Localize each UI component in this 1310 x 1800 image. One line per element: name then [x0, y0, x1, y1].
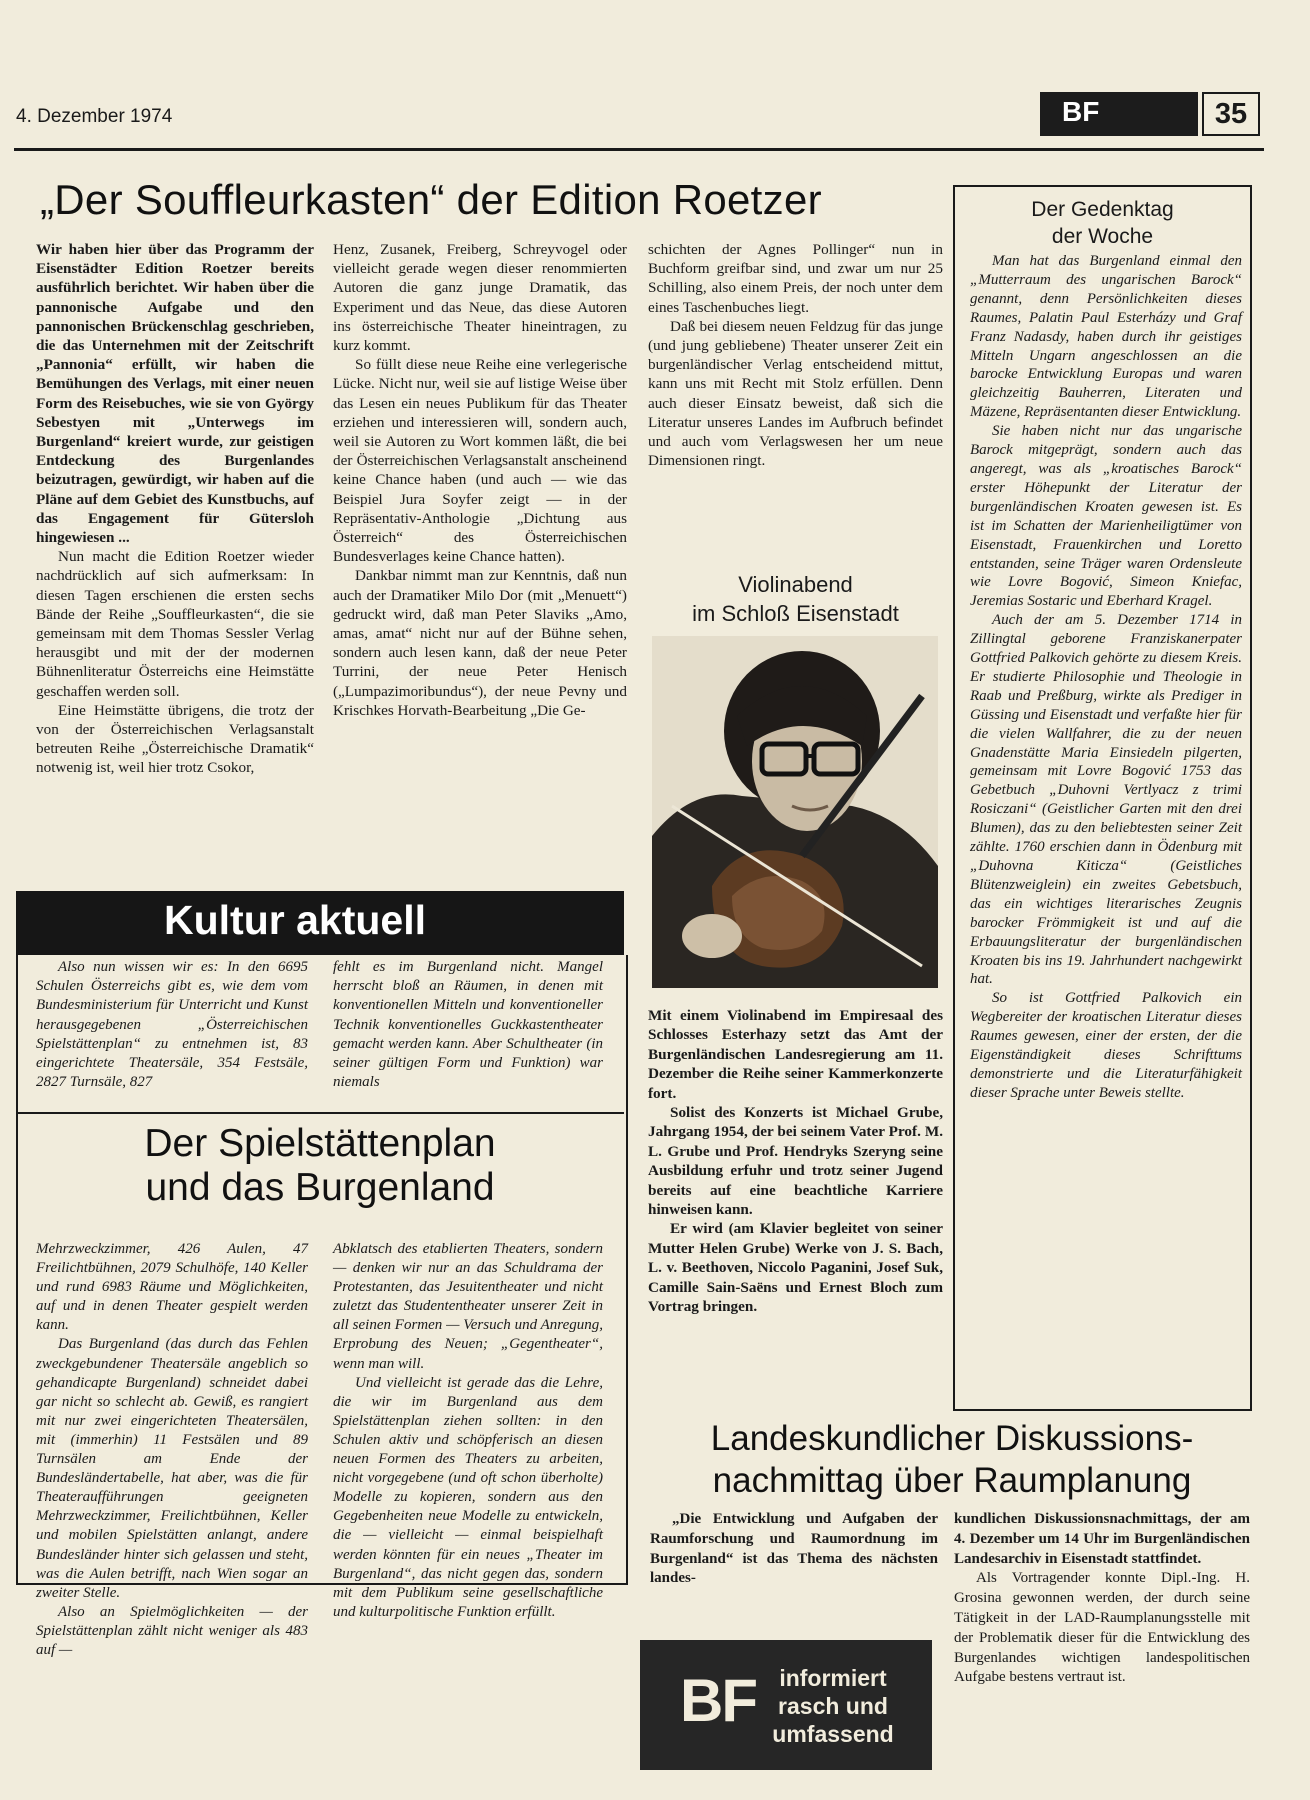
issue-date: 4. Dezember 1974 [16, 106, 173, 127]
article1-col2 [333, 240, 627, 720]
bf-ad-line: informiert [779, 1665, 887, 1691]
landes-col1 [650, 1510, 938, 1589]
article1-paragraph: schichten der Agnes Pollinger“ nun in Buchform greifbar sind, und zwar um nur 25 Schilling, also einem Preis, der noch unter dem eines Taschenbuches liegt. [648, 241, 943, 316]
spiel-paragraph: Also an Spielmöglichkeiten — der Spielstättenplan zählt nicht weniger als 483 auf — [36, 1603, 308, 1658]
article1-paragraph: Dankbar nimmt man zur Kenntnis, daß nun auch der Dramatiker Milo Dor (mit „Menuett“) gedruckt wird, daß man Peter Slaviks „Amo, amas, amat“ nicht nur auf der Bühne sehen, sondern auch lesen kann, daß der neue Peter Turrini, der neue Peter Henisch („Lumpazimoribundus“), der neue Pevny und Krischkes Horvath-Bearbeitung „Die Ge- [333, 567, 627, 719]
spiel-title [16, 1122, 624, 1210]
kultur-aktuell-banner [16, 891, 624, 955]
landes-paragraph: Als Vortragender konnte Dipl.-Ing. H. Grosina gewonnen werden, der durch seine Tätigkeit in der LAD-Raumplanungsstelle mit der Problematik dieser für die Entwicklung des Burgenlandes wichtigen landespolitischen Aufgabe bestens vertraut ist. [954, 1570, 1250, 1686]
violinist-photo-graphic [652, 636, 938, 988]
violin-paragraph: Solist des Konzerts ist Michael Grube, Jahrgang 1954, der bei seinem Vater Prof. M. L. Grube und Prof. Hendryks Szeryng seine Ausbildung erfuhr und trotz seiner Jugend bereits auf eine beachtliche Karriere hinweisen kann. [648, 1104, 943, 1219]
spiel-paragraph: Mehrzweckzimmer, 426 Aulen, 47 Freilichtbühnen, 2079 Schulhöfe, 140 Keller und rund 6983 Räume und Möglichkeiten, auf und in denen Theater gespielt werden kann. [36, 1241, 308, 1334]
bf-ad-line: umfassend [772, 1721, 894, 1747]
violinist-photo [652, 636, 938, 988]
kultur-paragraph: fehlt es im Burgenland nicht. Mangel herrscht bloß an Räumen, in denen mit konventionellen Mitteln und konventioneller Technik konventionelles Guckkastentheater gemacht werden kann. Aber Schultheater (in seiner gültigen Form und Funktion) war niemals [333, 959, 603, 1091]
spiel-col2 [333, 1240, 603, 1622]
bf-ad [640, 1640, 932, 1770]
gedenktag-paragraph: Auch der am 5. Dezember 1714 in Zillingtal geborene Franziskanerpater Gottfried Palkovich gehörte zu diesem Kreis. Er studierte Philosophie und Theologie in Raab und Preßburg, wirkte als Prediger in Güssing und Eisenstadt und verfaßte hier für die vielen Wallfahrer, die zu der neuen Gnadenstätte Maria Einsiedeln pilgerten, gemeinsam mit Lovre Bogović 1753 das Gebetbuch „Duhovni Vertlyacz z trimi Rosiczani“ (Geistlicher Garten mit den drei Blumen), das zu den beliebtesten seiner Zeit zählte. 1760 erschien dann in Ödenburg mit „Duhovna Kiticza“ (Geistliches Blütenzweiglein) ein zweites Gebetsbuch, das ein wichtiges literarisches Zeugnis barocker Frömmigkeit ist und auf die Erbauungsliteratur der burgenländischen Kroaten bis ins 19. Jahrhundert nachgewirkt hat. [970, 612, 1242, 988]
article1-paragraph: Eine Heimstätte übrigens, die trotz der von der Österreichischen Verlagsanstalt betreuten Reihe „Österreichische Dramatik“ notwenig ist, weil hier trotz Csokor, [36, 701, 314, 777]
spiel-title-line: Der Spielstättenplan [144, 1122, 496, 1165]
spiel-paragraph: Das Burgenland (das durch das Fehlen zweckgebundener Theatersäle angeblich so gehandicapte Burgenland) schneidet dabei gar nicht so schlecht ab. Gewiß, es rangiert mit nur zwei eingerichteten Theatersälen, mit (immerhin) 11 Festsälen und 89 Turnsälen am Ende der Bundesländertabelle, hat aber, was die für Theateraufführungen geeigneten Mehrzweckzimmer, Freilichtbühnen, Keller und mobilen Spielstätten anlangt, andere Bundesländer hinter sich gelassen und steht, was die Aulen betrifft, nach Wien sogar an zweiter Stelle. [36, 1336, 308, 1601]
landes-title-line: nachmittag über Raumplanung [712, 1461, 1192, 1500]
brand-logo [1040, 92, 1198, 136]
landes-paragraph: „Die Entwicklung und Aufgaben der Raumforschung und Raumordnung im Burgenland“ ist das Thema des nächsten landes- [650, 1511, 938, 1587]
violin-title-line: im Schloß Eisenstadt [692, 601, 899, 626]
spiel-paragraph: Und vielleicht ist gerade das die Lehre, die wir im Burgenland aus dem Spielstättenplan ziehen sollten: in den Schulen aktiv und schöpferisch an diesen neuen Formen des Theaters zu arbeiten, nicht vorgegebene (und oft schon überholte) Modelle zu kopieren, sondern aus den Gegebenheiten neue Modelle zu entwickeln, die — vielleicht — einmal beispielhaft werden könnten für ein neues „Theater im Burgenland“, das nicht gegen das, sondern mit dem Publikum seine gesellschaftliche und kulturpolitische Funktion erfüllt. [333, 1374, 603, 1620]
article1-col3 [648, 240, 943, 470]
gedenktag-paragraph: So ist Gottfried Palkovich ein Wegbereiter der kroatischen Literatur dieses Raumes gewesen, einer der ersten, der die Eigenständigkeit dieses Schrifttums demonstrierte und die Literaturfähigkeit dieser Sprache unter Beweis stellte. [970, 990, 1242, 1101]
gedenktag-paragraph: Man hat das Burgenland einmal den „Mutterraum des ungarischen Barock“ genannt, denn Persönlichkeiten dieses Raumes, Palatin Paul Esterházy und Graf Franz Nadasdy, haben durch ihr geistiges Mitteln Ungarn angeschlossen an die barocke Entwicklung Europas und waren gleichzeitig Bauherren, Literaten und Mäzene, Repräsentanten dieser Entwicklung. [970, 253, 1242, 421]
landes-paragraph: kundlichen Diskussionsnachmittags, der am 4. Dezember um 14 Uhr im Burgenländischen Landesarchiv in Eisenstadt stattfindet. [954, 1511, 1250, 1567]
violin-paragraph: Mit einem Violinabend im Empiresaal des Schlosses Esterhazy setzt das Amt der Burgenländischen Landesregierung am 11. Dezember die Reihe seiner Kammerkonzerte fort. [648, 1007, 943, 1102]
gedenktag-text [970, 252, 1242, 1103]
violin-text [648, 1006, 943, 1317]
article1-col1 [36, 240, 314, 778]
header-rule [14, 148, 1264, 151]
violin-title [648, 570, 943, 628]
article-title: „Der Souffleurkasten“ der Edition Roetzer [40, 176, 822, 223]
landes-title [640, 1418, 1264, 1502]
spiel-col1 [36, 1240, 308, 1660]
spiel-paragraph: Abklatsch des etablierten Theaters, sondern — denken wir nur an das Schuldrama der Protestanten, das Jesuitentheater und nicht zuletzt das Studententheater unserer Zeit in all seinen Formen — Versuch und Anregung, Erprobung des Neuen; „Gegentheater“, wenn man will. [333, 1241, 603, 1372]
article1-paragraph: So füllt diese neue Reihe eine verlegerische Lücke. Nicht nur, weil sie auf listige Weise über das Lesen ein neues Publikum für das Theater erziehen und interessieren will, sondern auch, weil sie Autoren zu Wort kommen läßt, die bei der Österreichischen Verlagsanstalt anscheinend keine Chance haben (und auch — wie das Beispiel Jura Soyfer zeigt — in der Repräsentativ-Anthologie „Dichtung aus Österreich“ des Österreichischen Bundesverlages keine Chance hatten). [333, 356, 627, 566]
kultur-col1 [36, 958, 308, 1092]
bf-ad-text [748, 1664, 918, 1748]
violin-title-line: Violinabend [738, 572, 853, 597]
landes-title-line: Landeskundlicher Diskussions- [710, 1419, 1194, 1458]
brand-label: BF [1062, 96, 1100, 127]
landes-col2 [954, 1510, 1250, 1688]
article1-paragraph: Daß bei diesem neuen Feldzug für das junge (und jung gebliebene) Theater unserer Zeit ein burgenländischer Verlag entscheidend mittut, kann uns mit Recht mit Stolz erfüllen. Denn auch dieser Einsatz beweist, daß sich die Literatur unseres Landes im Aufbruch befindet und auch vom Verlagswesen her um neue Dimensionen ringt. [648, 317, 943, 470]
article1-paragraph: Nun macht die Edition Roetzer wieder nachdrücklich auf sich aufmerksam: In diesen Tagen erschienen die ersten sechs Bände der Reihe „Souffleurkasten“, die sie gemeinsam mit dem Thomas Sessler Verlag herausgibt und mit der der modernen Bühnenliteratur Österreichs eine Heimstätte geschaffen werden soll. [36, 548, 314, 700]
gedenktag-title [955, 196, 1250, 250]
violin-paragraph: Er wird (am Klavier begleitet von seiner Mutter Helen Grube) Werke von J. S. Bach, L. v. Beethoven, Niccolo Paganini, Josef Suk, Camille Sain-Saëns und Ernest Bloch zum Vortrag bringen. [648, 1220, 943, 1316]
gedenktag-title-line: der Woche [1051, 225, 1154, 248]
bf-ad-line: rasch und [778, 1693, 888, 1719]
gedenktag-title-line: Der Gedenktag [1031, 198, 1174, 221]
spiel-title-line: und das Burgenland [145, 1166, 495, 1209]
page-number: 35 [1202, 92, 1260, 136]
article1-paragraph: Henz, Zusanek, Freiberg, Schreyvogel oder vielleicht gerade wegen dieser renommierten Autoren die ganz junge Dramatik, das Experiment und das Neue, das diese Autoren ins österreichische Theater hineintragen, zu kurz kommt. [333, 241, 627, 355]
kultur-aktuell-label: Kultur aktuell [164, 897, 426, 943]
article1-lead: Wir haben hier über das Programm der Eisenstädter Edition Roetzer bereits ausführlich berichtet. Wir haben über die pannonische Aufgabe und den pannonischen Brückenschlag geschrieben, die das Unternehmen mit der Zeitschrift „Pannonia“ erfüllt, wir haben die Bemühungen des Verlags, mit einer neuen Form des Reisebuches, wie sie von György Sebestyen mit „Unterwegs im Burgenland“ kreiert wurde, zur geistigen Entdeckung des Burgenlandes beizutragen, gewürdigt, wir haben auf die Pläne auf dem Gebiet des Kunstbuchs, auf das Engagement für Gütersloh hingewiesen ... [36, 241, 314, 547]
gedenktag-paragraph: Sie haben nicht nur das ungarische Barock mitgeprägt, sondern auch das angeregt, was als „kroatisches Barock“ erster Höhepunkt der Literatur der burgenländischen Kroaten gewesen ist. Es ist im Schatten der Marienheiligtümer von Eisenstadt, Frauenkirchen und Loretto entstanden, seine Träger waren Ordensleute wie Lovre Bogović, Simeon Kniefac, Jeremias Sostaric und Eberhard Kragel. [970, 423, 1242, 610]
bf-ad-logo: BF [680, 1667, 756, 1734]
kultur-paragraph: Also nun wissen wir es: In den 6695 Schulen Österreichs gibt es, wie dem vom Bundesministerium für Unterricht und Kunst herausgegebenen „Österreichischen Spielstättenplan“ zu entnehmen ist, 83 eingerichtete Theatersäle, 354 Festsäle, 2827 Turnsäle, 827 [36, 959, 308, 1091]
kultur-col2 [333, 958, 603, 1092]
kultur-divider [18, 1112, 624, 1114]
